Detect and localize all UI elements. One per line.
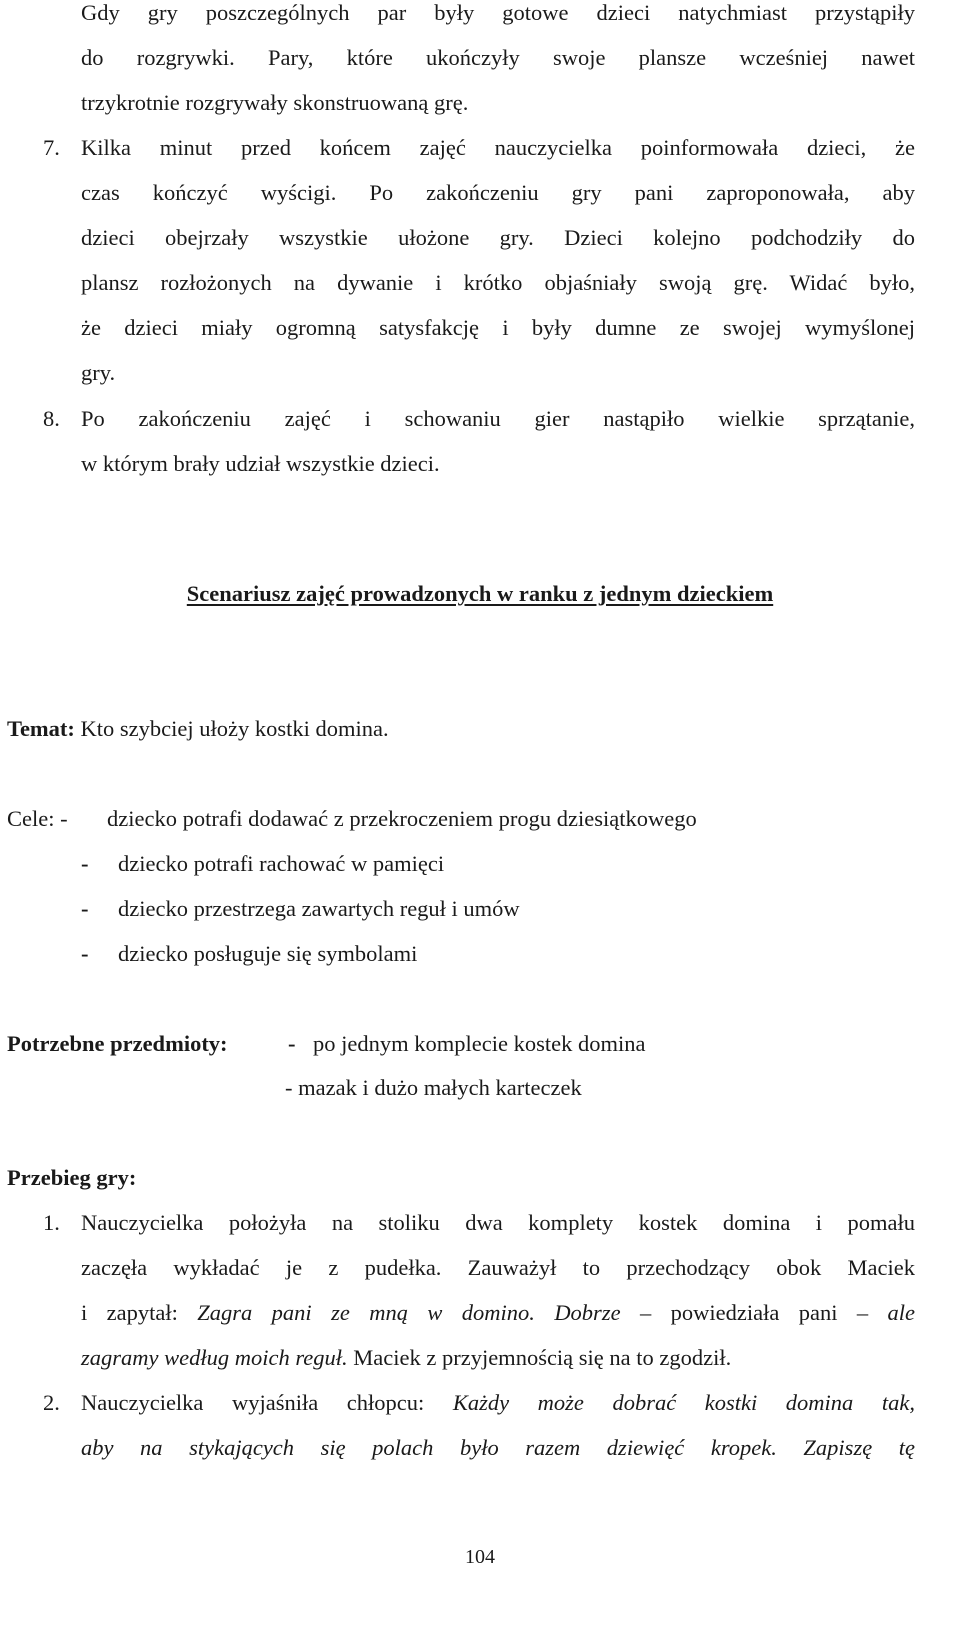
list-item-line: Po zakończeniu zajęć i schowaniu gier nastąpiło wielkie sprzątanie, (81, 406, 915, 431)
goal-item: dziecko przestrzega zawartych reguł i umów (118, 896, 520, 921)
dialogue-run: ale (887, 1300, 916, 1325)
list-item-line (81, 1302, 915, 1325)
list-number: 2. (43, 1390, 60, 1415)
paragraph-line: trzykrotnie rozgrywały skonstruowaną grę. (81, 90, 469, 115)
section-heading: Scenariusz zajęć prowadzonych w ranku z jednym dzieckiem (186, 581, 774, 606)
topic-line (7, 718, 389, 741)
dialogue-run: Każdy może dobrać kostki domina tak, (452, 1390, 915, 1415)
list-number: 8. (43, 406, 60, 431)
paragraph-line: Gdy gry poszczególnych par były gotowe dzieci natychmiast przystąpiły (81, 0, 915, 25)
list-item-line: Nauczycielka położyła na stoliku dwa komplety kostek domina i pomału (81, 1210, 915, 1235)
text-run: Nauczycielka wyjaśniła chłopcu: (81, 1390, 453, 1415)
goal-dash: - (81, 896, 89, 921)
goals-label: Cele: - (7, 806, 68, 831)
goal-item: dziecko posługuje się symbolami (118, 941, 418, 966)
text-run: i zapytał: (81, 1300, 198, 1325)
list-item-line (81, 1437, 915, 1460)
page-number: 104 (465, 1546, 495, 1568)
procedure-label: Przebieg gry: (7, 1165, 137, 1190)
list-number: 7. (43, 135, 60, 160)
text-run: Maciek z przyjemnością się na to zgodził. (353, 1345, 732, 1370)
list-number: 1. (43, 1210, 60, 1235)
list-item-line: zaczęła wykładać je z pudełka. Zauważył to przechodzący obok Maciek (81, 1255, 915, 1280)
text-run: – powiedziała pani – (639, 1300, 869, 1325)
list-item-line: Kilka minut przed końcem zajęć nauczycielka poinformowała dzieci, że (81, 135, 915, 160)
list-item-line (81, 1392, 915, 1415)
dialogue-run: Zapiszę tę (803, 1435, 915, 1460)
materials-item: - mazak i dużo małych karteczek (285, 1075, 582, 1100)
materials-item: po jednym komplecie kostek domina (313, 1031, 646, 1056)
list-item-line: czas kończyć wyścigi. Po zakończeniu gry pani zaproponowała, aby (81, 180, 915, 205)
list-item-line: plansz rozłożonych na dywanie i krótko objaśniały swoją grę. Widać było, (81, 270, 915, 295)
dialogue-run: Zagra pani ze mną w domino. (197, 1300, 535, 1325)
materials-label: Potrzebne przedmioty: (7, 1031, 228, 1056)
list-item-line (81, 1347, 731, 1370)
materials-dash: - (288, 1031, 296, 1056)
dialogue-run: zagramy według moich reguł. (81, 1345, 348, 1370)
goal-dash: - (81, 941, 89, 966)
goal-item: dziecko potrafi dodawać z przekroczeniem progu dziesiątkowego (107, 806, 697, 831)
goal-dash: - (81, 851, 89, 876)
list-item-line: w którym brały udział wszystkie dzieci. (81, 451, 440, 476)
dialogue-run: aby na stykających się polach było razem dziewięć kropek. (81, 1435, 777, 1460)
paragraph-line: do rozgrywki. Pary, które ukończyły swoje plansze wcześniej nawet (81, 45, 915, 70)
list-item-line: gry. (81, 360, 116, 385)
topic-text: Kto szybciej ułoży kostki domina. (80, 716, 389, 741)
list-item-line: dzieci obejrzały wszystkie ułożone gry. Dzieci kolejno podchodziły do (81, 225, 915, 250)
list-item-line: że dzieci miały ogromną satysfakcję i były dumne ze swojej wymyślonej (81, 315, 915, 340)
goal-item: dziecko potrafi rachować w pamięci (118, 851, 445, 876)
dialogue-run: Dobrze (554, 1300, 621, 1325)
topic-label: Temat: (7, 716, 75, 741)
